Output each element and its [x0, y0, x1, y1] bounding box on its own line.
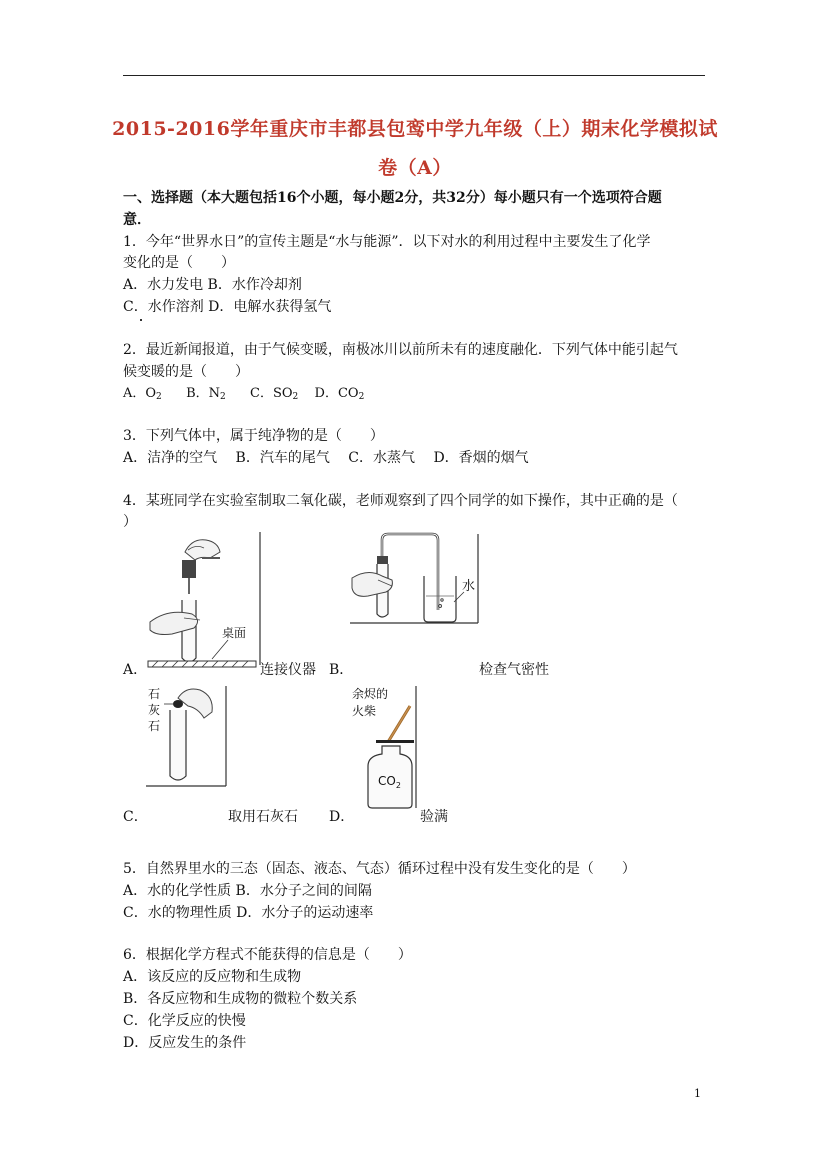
q4-stem-line2: ）	[123, 514, 137, 530]
q6-option-a: A．该反应的反应物和生成物	[123, 969, 302, 985]
section-heading-line1: 一、选择题（本大题包括16个小题，每小题2分，共32分）每小题只有一个选项符合题	[123, 190, 662, 206]
q4-caption-b: 检查气密性	[479, 662, 549, 678]
q2-stem-line1: 2．最近新闻报道，由于气候变暖，南极冰川以前所未有的速度融化．下列气体中能引起气	[123, 342, 678, 358]
q6-option-d: D．反应发生的条件	[123, 1035, 247, 1051]
page-number: 1	[694, 1087, 701, 1100]
figure-a-desk-label: 桌面	[222, 626, 247, 640]
q4-stem-line1: 4．某班同学在实验室制取二氧化碳，老师观察到了四个同学的如下操作，其中正确的是（	[123, 493, 678, 509]
q6-stem: 6．根据化学方程式不能获得的信息是（ ）	[123, 947, 412, 963]
q2-option-c: C．$SO_2$	[250, 386, 299, 402]
exam-title-line2: 卷（A）	[378, 157, 452, 179]
q2-option-d: D．$CO_2$	[314, 386, 365, 402]
q5-stem: 5．自然界里水的三态（固态、液态、气态）循环过程中没有发生变化的是（ ）	[123, 861, 636, 877]
stray-dot	[140, 319, 142, 321]
figure-c-label-3: 石	[148, 719, 161, 733]
q4-label-b: B．	[329, 662, 354, 678]
q2-option-a: A．$O_2$	[123, 386, 162, 402]
q4-caption-a: 连接仪器	[260, 662, 316, 678]
figure-b-check-airtightness	[348, 530, 483, 630]
q5-options-row2: C．水的物理性质 D．水分子的运动速率	[123, 905, 374, 921]
figure-b-water-label: 水	[462, 579, 476, 594]
exam-title-line1: 2015-2016学年重庆市丰都县包鸾中学九年级（上）期末化学模拟试	[112, 118, 718, 140]
header-rule	[123, 75, 705, 76]
figure-d-label-2: 火柴	[352, 704, 377, 718]
q4-caption-c: 取用石灰石	[228, 809, 298, 825]
q2-option-b: B．$N_2$	[186, 386, 226, 402]
q3-options: A．洁净的空气 B．汽车的尾气 C．水蒸气 D．香烟的烟气	[123, 450, 529, 466]
figure-c-label-1: 石	[148, 687, 161, 701]
q1-options-row2: C．水作溶剂 D．电解水获得氢气	[123, 299, 332, 315]
figure-a-connect-apparatus	[140, 530, 265, 672]
figure-d-gas-full-test	[348, 684, 420, 812]
section-heading-line2: 意．	[123, 212, 151, 228]
figure-c-take-limestone	[144, 684, 230, 792]
q1-stem-line1: 1．今年“世界水日”的宣传主题是“水与能源”．以下对水的利用过程中主要发生了化学	[123, 234, 651, 250]
q4-caption-d: 验满	[420, 809, 448, 825]
q4-label-d: D．	[329, 809, 355, 825]
q6-option-b: B．各反应物和生成物的微粒个数关系	[123, 991, 358, 1007]
q3-stem: 3．下列气体中，属于纯净物的是（ ）	[123, 428, 384, 444]
q1-stem-line2: 变化的是（ ）	[123, 255, 235, 271]
q1-options-row1: A．水力发电 B．水作冷却剂	[123, 277, 302, 293]
q4-label-c: C．	[123, 809, 148, 825]
figure-d-co2-label: $CO_2$	[378, 774, 401, 790]
figure-c-label-2: 灰	[148, 703, 161, 717]
q4-label-a: A．	[123, 662, 148, 678]
q2-stem-line2: 候变暖的是（ ）	[123, 364, 249, 380]
q2-options	[123, 383, 364, 408]
q6-option-c: C．化学反应的快慢	[123, 1013, 246, 1029]
figure-d-label-1: 余烬的	[352, 687, 389, 701]
q5-options-row1: A．水的化学性质 B．水分子之间的间隔	[123, 883, 372, 899]
